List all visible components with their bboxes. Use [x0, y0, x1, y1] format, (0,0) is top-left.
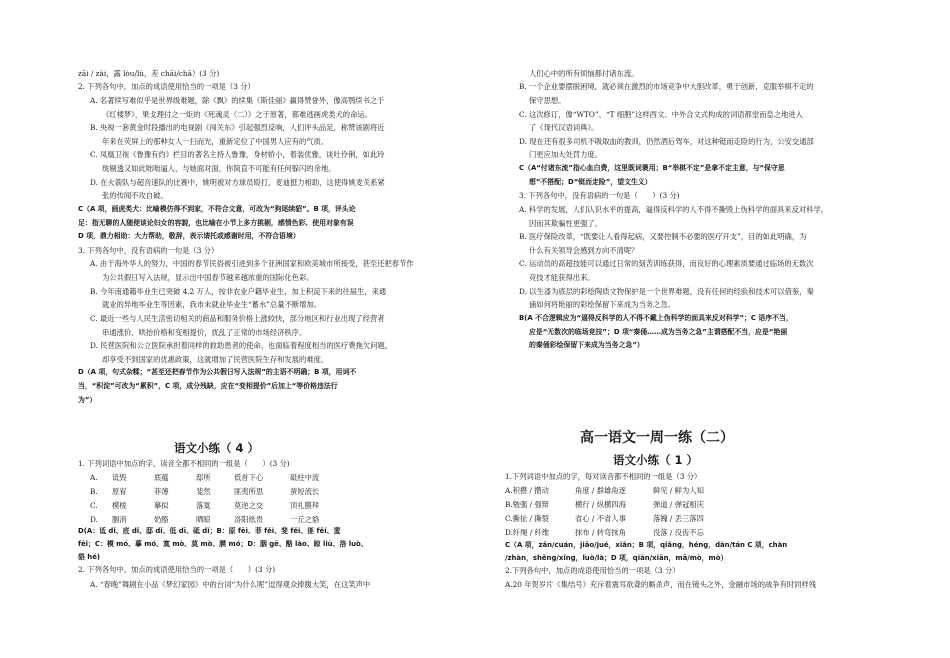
word-cell: 没落 / 没齿不忘	[653, 528, 704, 537]
word-cell: 一丘之貉	[290, 515, 320, 524]
question-1: 1. 下列词语中加点的字，读音全都不相同的一组是（ ）(3 分)	[78, 459, 290, 468]
word-cell: 角度 / 群雄角逐	[575, 486, 626, 495]
text-line: 的秦俑彩绘保留下来成为当务之急”）	[529, 341, 644, 349]
word-cell: 胭消	[112, 515, 127, 524]
word-cell: 鲜见 / 鲜为人知	[653, 486, 704, 495]
question-1: 1.下列词语中加点的字，每对读音都不相同的一组是（3 分）	[505, 472, 702, 481]
word-cell: 落魄 / 丢三落四	[653, 514, 704, 523]
option-letter: B.	[90, 487, 98, 496]
word-cell: 省心 / 不省人事	[575, 514, 626, 523]
text-line: 2. 下列各句中，加点的成语使用恰当的一项是（3 分）	[78, 82, 255, 91]
word-cell: 顶礼膜拜	[290, 501, 320, 510]
text-line: D（A 项，句式杂糅；“甚至还把春节作为公共假日写入法规”的主语不明确；B 项，用词不	[78, 368, 357, 376]
text-line: 珑剔透又如此咄咄逼人，与她面对面，你简直不可能有任何躲闪的余地。	[102, 164, 336, 173]
text-line: C. 最近一些与人民生活密切相关的商品和服务价格上涨较快，部分地区和行业出现了经营者	[90, 314, 385, 323]
text-line: D. 民营医院和公立医院承担着同样的救助患者的使命，也面临着程度相当的医疗费拖欠问题，	[90, 341, 393, 350]
word-cell: 蜚短流长	[290, 487, 320, 496]
text-line: 俑如何将艳丽的彩绘保留下来成为当务之急。	[529, 300, 675, 309]
question-2: 2.下列各句中，加点的成语使用恰当的一项是（3 分）	[505, 566, 680, 575]
text-line: B. 今年南通籍毕业生已突破 4.2 万人，按非农业户籍毕业生，加上积淀下来的往届生，来通	[90, 287, 387, 296]
question-2: 2. 下列各句中，加点的成语使用恰当的一项是（ ）(3 分)	[78, 565, 276, 574]
text-line: D. 以生漆为底层的彩绘陶质文物保护是一个世界难题，没有任何的经验和技术可以借鉴，秦	[519, 287, 814, 296]
word-cell: 低首下心	[234, 473, 264, 482]
section-title-4: 语文小练（ 4 ）	[174, 441, 260, 455]
text-line: B. 央视一套黄金时段播出的电视剧《闯关东》引起强烈反响，人们评头品足，称赞该剧将近	[90, 123, 385, 132]
word-cell: 模棱	[112, 501, 127, 510]
word-cell: 摹拟	[154, 501, 169, 510]
question-2-option-a: A.20 年贺岁片《集结号》充斥着震耳欲聋的厮杀声，而在镜头之外，金融市场的战争有时同样残	[505, 580, 817, 589]
text-line: C（A“付诸东流”指心血白费，这里既词褒用；B“举棋不定”是拿不定主意，与“保守思	[519, 164, 785, 172]
word-cell: 晒晾	[196, 515, 211, 524]
text-line: 了《现代汉语词典》。	[529, 123, 599, 132]
text-line: B(A 不合逻辑应为“逼得反科学的人不得不戴上伪科学的面具来反对科学”；C 语序不当，	[519, 314, 793, 322]
text-line: A. 名著续写难似乎是世界级难题，除《飘》的续集《斯佳丽》赢得赞誉外，像高鹗续书之于	[90, 96, 385, 105]
word-cell: 匪夷所思	[234, 487, 264, 496]
text-line: 却享受不到国家的优惠政策，这就增加了民营医院生存和发展的难度。	[102, 355, 329, 364]
text-line: 当，“积淀”可改为“累积”，C 项，成分残缺，应在“变相提价”后加上“等价格违法行	[78, 382, 338, 390]
option-letter: D.	[90, 515, 98, 524]
text-line: 《红楼梦》，果戈理付之一炬的《死魂灵（二）》之于原著，都难逃画虎类犬的命运。	[102, 110, 372, 119]
word-cell: D.纤绳 / 纤维	[505, 528, 550, 537]
section-title-1: 语文小练（ 1 ）	[613, 453, 699, 467]
text-line: C. 凤凰卫视《鲁豫有约》栏目的著名主持人鲁豫，身材娇小，着装优雅，谈吐伶俐，如此玲	[90, 150, 385, 159]
answer-line: /zhàn，shěng/xǐng，luò/là；D 项，qiàn/xiān，mā/mò，mò）	[505, 554, 728, 562]
text-line: D. 现在还有很多司机不吸取血的教训，仍然酒后驾车，对这种铤而走险的行为，公安交通部	[519, 137, 814, 146]
word-cell: 底蕴	[154, 473, 169, 482]
text-line: 串通涨价、哄抬价格和变相提价，扰乱了正常的市场经济秩序。	[102, 328, 307, 337]
word-cell: 菲薄	[154, 487, 169, 496]
text-line: 为”）	[78, 396, 97, 404]
text-line: A. 由于海外华人的努力，中国的春节民俗被引进到多个亚洲国家和欧美城市所接受，甚至还把春节作	[90, 259, 414, 268]
word-cell: 奶酪	[154, 515, 169, 524]
text-line: 什么有关领导会感到方向不清呢？	[529, 246, 639, 255]
word-cell: 诋毁	[112, 473, 127, 482]
text-line: C. 这次修订，像“WTO”、“T 细胞”这样西文、中外合文式构成的词语都堂而皇之地进入	[519, 110, 803, 119]
text-line: B. 医疗保险改革，“既要让人看得起病，又要控制不必要的医疗开支”，目的如此明确，为	[519, 232, 807, 241]
text-line: C（A 项，画虎类犬：比喻模仿得不到家，不符合文意，可改为“狗尾续貂”。B 项，评头论	[78, 205, 356, 213]
question-2-option-a: A. “春晚”舞剧在小品《梦幻家园》中的台词“为什么呢”逗得观众捧腹大笑，在这笑声中	[90, 580, 371, 589]
word-cell: 原宥	[112, 487, 127, 496]
text-line: 3. 下列各句中，没有语病的一句是（ ）(3 分)	[519, 191, 680, 200]
word-cell: 落寞	[196, 501, 211, 510]
answer-line: C（A 项，zǎn/cuán，jiǎo/jué，xiǎn；B 项，qiǎng，héng，dàn/tán C 项，chàn	[505, 541, 788, 549]
word-cell: C.撕扯 / 撕裂	[505, 514, 549, 523]
text-line: 足：指无聊的人随便谈论妇女的容貌，也比喻在小节上多方挑剔，感情色彩、使用对象有误	[78, 219, 354, 227]
answer-line: D(A：诋 dǐ、底 dǐ、邸 dǐ、低 dī、砥 dǐ；B：原 fēi、菲 fěi、斐 fěi、匪 fěi、蜚	[78, 527, 341, 535]
text-line: D 项，鼎力相助：大力帮助，敬辞，表示请托或感谢时用，不符合语境）	[78, 232, 300, 240]
text-line: 为公共假日写入法规，显示出中国春节越来越浓重的国际化色彩。	[102, 273, 314, 282]
text-line: B. 一个企业要摆脱困境，就必须在激烈的市场竞争中大胆改革，勇于创新，克服举棋不定的	[519, 82, 814, 91]
text-line: 门更应加大处罚力度。	[529, 150, 602, 159]
word-cell: 横行 / 纵横四海	[575, 500, 626, 509]
word-cell: 洛阳纸贵	[234, 515, 264, 524]
text-line: 年来在荧屏上的那种女人一扫而光，重新定位了中国男人应有的气质。	[102, 137, 329, 146]
text-line: 竞技才能获得出来。	[529, 273, 595, 282]
page-title: 高一语文一周一练（二）	[580, 430, 734, 446]
option-letter: A.	[90, 473, 98, 482]
word-cell: 邸所	[196, 473, 211, 482]
text-line: 应是“无数次的临场竞技”；D 项“秦俑……成为当务之急”主谓搭配不当，应是“艳丽	[529, 328, 788, 336]
word-cell: 砥柱中流	[290, 473, 320, 482]
text-line: D. 在火箭队与超音速队的比赛中，姚明被对方球员殴打，麦迪挺力相助，这使得姚麦关系紧	[90, 178, 385, 187]
text-line: 保守思想。	[529, 96, 566, 105]
word-cell: A.积攒 / 攒动	[505, 486, 549, 495]
text-line: 张的传闻不攻自破。	[102, 191, 168, 200]
word-cell: 抹布 / 转弯抹角	[575, 528, 626, 537]
answer-line: 貉 hé)	[78, 553, 101, 561]
option-letter: C.	[90, 501, 98, 510]
text-line: 想”不搭配；D“铤而走险”，望文生义）	[529, 178, 652, 186]
text-line: C. 运动员的高超技能可以通过日常的刻苦训练获得，而良好的心理素质要通过临场的无数次	[519, 259, 814, 268]
text-line: 因而其欺骗性更强了。	[529, 219, 602, 228]
word-cell: 莫逆之交	[234, 501, 264, 510]
word-cell: B.勉强 / 强辩	[505, 500, 549, 509]
text-line: 就业的异地毕业生等因素，我市未就业毕业生“蓄水”总量不断增加。	[102, 300, 322, 309]
text-line: 人们心中的所有烦恼都付诸东流。	[529, 69, 639, 78]
text-line: 3. 下列各句中，没有语病的一句是（3 分）	[78, 246, 219, 255]
word-cell: 斐然	[196, 487, 211, 496]
text-line: zāi / zài，露 lòu/lù，差 chāi/chā）(3 分)	[78, 69, 220, 78]
word-cell: 弹道 / 弹冠相庆	[653, 500, 704, 509]
answer-line: fēi；C：模 mó、摹 mó、寞 mò、莫 mò、膜 mó；D：胭 gē、酪 lào、晾 liù、洛 luò、	[78, 540, 368, 548]
text-line: A. 科学的发展，人们认识水平的提高，逼得反科学的人不得不撕毁上伪科学的面具来反对科学，	[519, 205, 829, 214]
